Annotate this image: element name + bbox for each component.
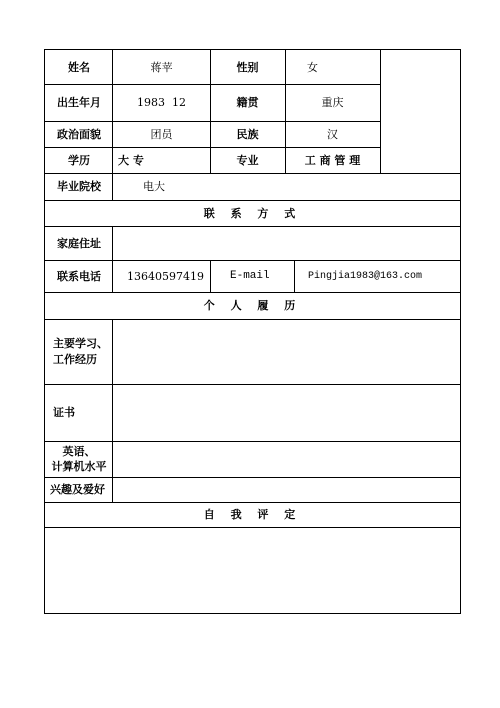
grid-line [44,527,461,528]
grid-line [44,173,461,174]
ethnicity-label: 民族 [236,127,259,141]
phone-value[interactable]: 13640597419 [127,269,204,283]
grid-line [380,49,381,173]
grid-line [44,477,461,478]
grid-line [44,84,380,85]
evaluation-section-header: 自 我 评 定 [203,508,302,521]
hobby-label: 兴趣及爱好 [50,483,105,496]
grid-line [44,147,380,148]
major-value[interactable]: 工 商 管 理 [304,153,361,167]
skills-label: 英语、 计算机水平 [51,445,107,473]
ethnicity-value[interactable]: 汉 [327,127,338,141]
email-value[interactable]: Pingjia1983@163.com [308,270,423,282]
hobby-value[interactable] [113,477,460,502]
grid-line [44,49,45,614]
grid-line [44,441,461,442]
political-status-value[interactable]: 团员 [150,127,173,141]
school-label: 毕业院校 [57,180,101,193]
school-value[interactable]: 电大 [143,180,165,193]
political-status-label: 政治面貌 [57,127,101,141]
grid-line [285,49,286,173]
major-label: 专业 [236,153,259,167]
grid-line [112,226,113,292]
native-place-label: 籍贯 [236,96,259,109]
grid-line [112,319,113,502]
grid-line [44,200,461,201]
grid-line [44,121,380,122]
address-label: 家庭住址 [57,236,101,250]
experience-label: 主要学习、 工作经历 [53,336,108,366]
certificate-value[interactable] [113,384,460,441]
birth-value[interactable]: 1983 12 [137,96,186,109]
grid-line [44,260,461,261]
photo-box[interactable] [380,50,460,173]
grid-line [44,384,461,385]
grid-line [44,319,461,320]
skills-value[interactable] [113,441,460,477]
birth-label: 出生年月 [57,96,101,109]
grid-line [44,502,461,503]
address-value[interactable] [113,226,460,260]
evaluation-value[interactable] [45,527,460,613]
grid-line [44,226,461,227]
gender-value[interactable]: 女 [307,60,318,74]
grid-line [44,613,461,614]
gender-label: 性别 [236,60,259,74]
grid-line [210,49,211,173]
grid-line [460,49,461,614]
certificate-label: 证书 [53,406,75,419]
education-label: 学历 [68,153,90,167]
resume-section-header: 个 人 履 历 [203,299,302,312]
grid-line [44,49,461,50]
education-value[interactable]: 大 专 [118,153,144,167]
name-label: 姓名 [68,60,90,74]
native-place-value[interactable]: 重庆 [321,96,344,109]
grid-line [294,260,295,292]
phone-label: 联系电话 [57,269,101,283]
grid-line [44,292,461,293]
email-label: E-mail [230,269,270,282]
grid-line [112,49,113,200]
name-value[interactable]: 蒋苹 [150,60,173,74]
contact-section-header: 联 系 方 式 [203,206,302,220]
grid-line [210,260,211,292]
experience-value[interactable] [113,319,460,384]
